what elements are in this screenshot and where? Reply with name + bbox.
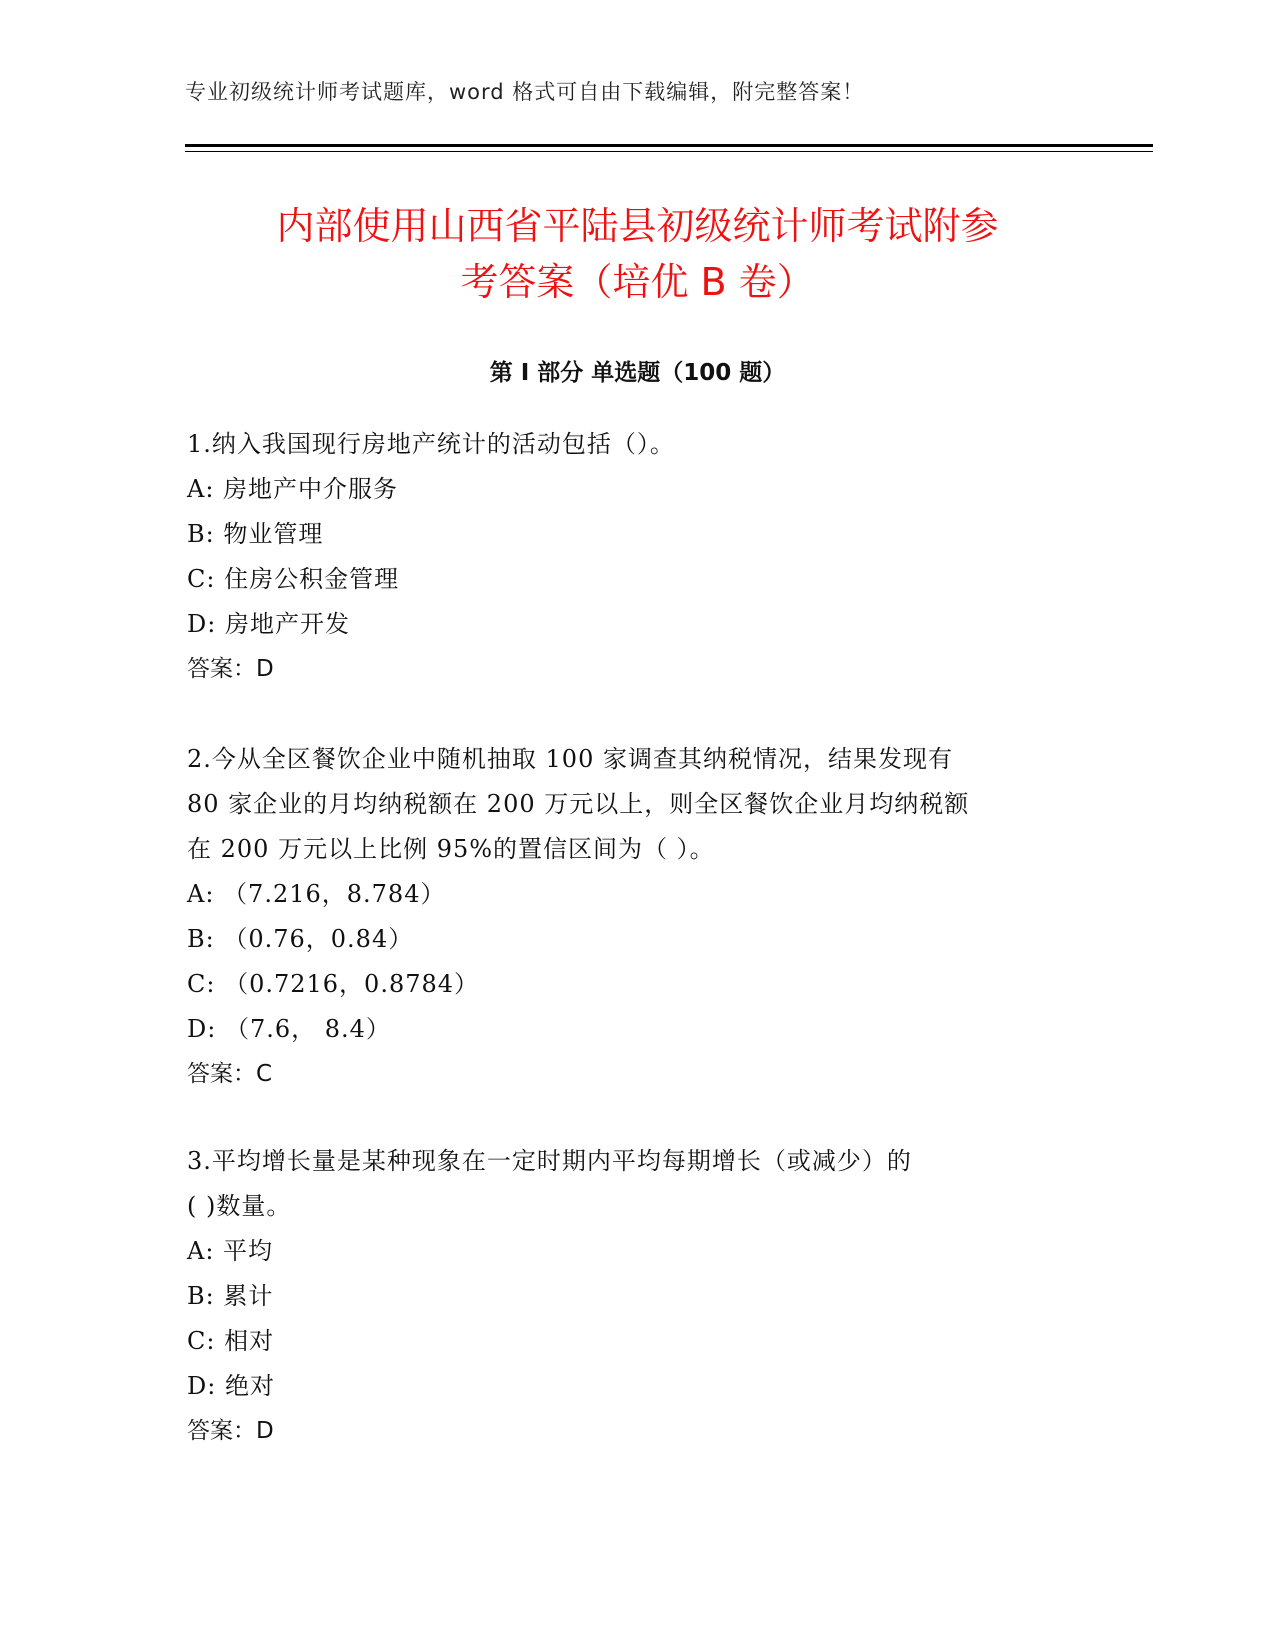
option-b: B: 累计 <box>187 1282 274 1310</box>
title-line-2: 考答案（培优 B 卷） <box>460 260 815 304</box>
question-3 <box>187 1139 1067 1454</box>
header-rule-thick <box>185 144 1153 147</box>
option-a: A: 平均 <box>187 1237 274 1265</box>
option-a: A: 房地产中介服务 <box>187 475 399 503</box>
question-stem-line: 在 200 万元以上比例 95%的置信区间为（ ）。 <box>187 835 715 863</box>
option-c: C: （0.7216，0.8784） <box>187 970 480 998</box>
option-c: C: 相对 <box>187 1327 275 1355</box>
option-d: D: 绝对 <box>187 1372 275 1400</box>
document-title <box>185 198 1090 310</box>
answer: 答案：D <box>187 1418 274 1444</box>
question-stem-line: 1.纳入我国现行房地产统计的活动包括（）。 <box>187 430 675 458</box>
question-1 <box>187 422 1067 692</box>
question-stem-line: 3.平均增长量是某种现象在一定时期内平均每期增长（或减少）的 <box>187 1147 912 1175</box>
header-rule-thin <box>185 151 1153 152</box>
option-c: C: 住房公积金管理 <box>187 565 400 593</box>
question-stem-line: 80 家企业的月均纳税额在 200 万元以上，则全区餐饮企业月均纳税额 <box>187 790 970 818</box>
option-d: D: 房地产开发 <box>187 610 350 638</box>
option-d: D: （7.6， 8.4） <box>187 1015 391 1043</box>
question-2 <box>187 737 1067 1097</box>
answer: 答案：D <box>187 656 274 682</box>
answer: 答案：C <box>187 1061 273 1087</box>
question-stem-line: ( )数量。 <box>187 1192 292 1220</box>
title-line-1: 内部使用山西省平陆县初级统计师考试附参 <box>276 204 999 248</box>
question-stem-line: 2.今从全区餐饮企业中随机抽取 100 家调查其纳税情况，结果发现有 <box>187 745 953 773</box>
option-b: B: 物业管理 <box>187 520 324 548</box>
section-heading: 第 I 部分 单选题（100 题） <box>489 360 786 386</box>
option-b: B: （0.76，0.84） <box>187 925 414 953</box>
option-a: A: （7.216，8.784） <box>187 880 446 908</box>
header-note: 专业初级统计师考试题库，word 格式可自由下载编辑，附完整答案！ <box>185 80 865 104</box>
